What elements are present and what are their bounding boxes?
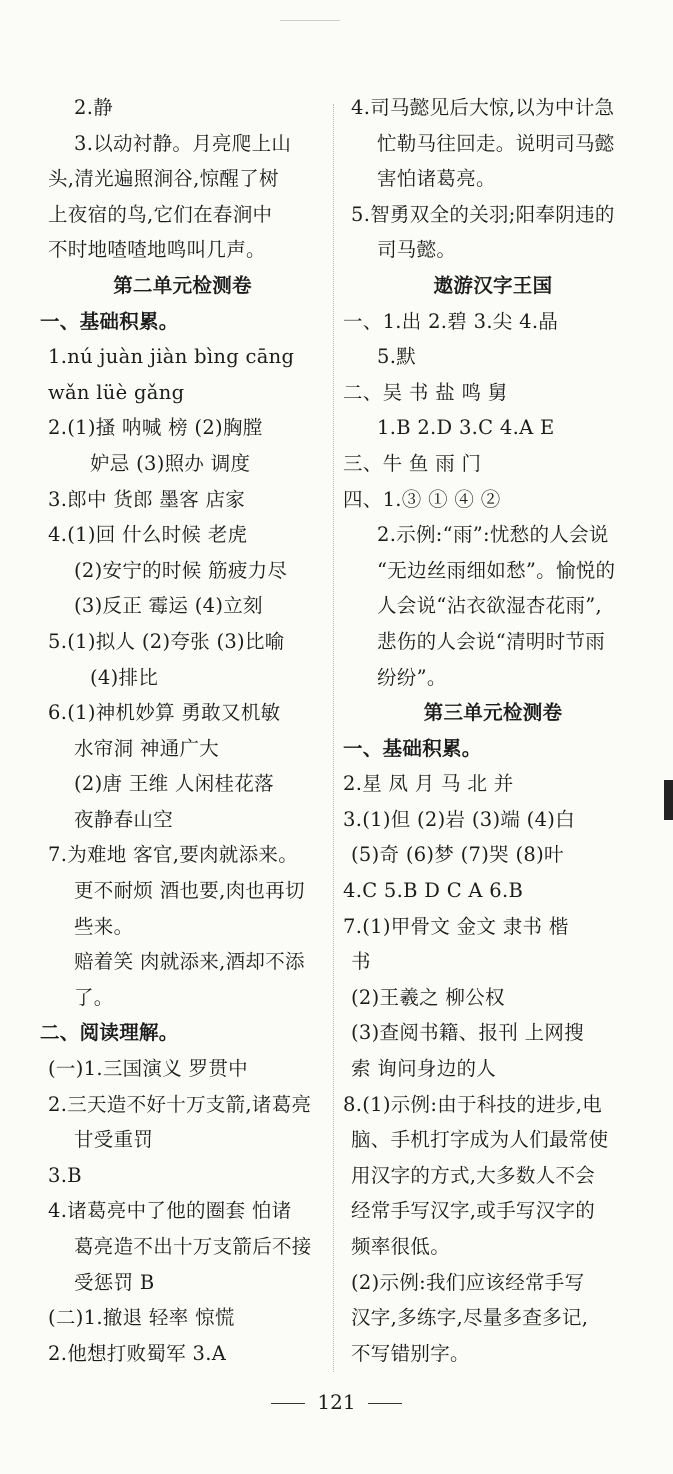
answer-line: (3)查阅书籍、报刊 上网搜	[351, 1021, 585, 1045]
answer-line: 司马懿。	[377, 238, 457, 262]
answer-line: 6.(1)神机妙算 勇敢又机敏	[48, 701, 281, 725]
answer-line: 4.C 5.B D C A 6.B	[343, 879, 524, 903]
answer-line: 经常手写汉字,或手写汉字的	[351, 1199, 596, 1223]
column-divider	[333, 104, 334, 1372]
answer-line: 受惩罚 B	[74, 1270, 155, 1294]
answer-line: 3.(1)但 (2)岩 (3)端 (4)白	[343, 807, 575, 831]
answer-line: 了。	[74, 985, 114, 1009]
answer-line: 5.智勇双全的关羽;阳奉阴违的	[351, 202, 615, 226]
answer-line: 悲伤的人会说“清明时节雨	[377, 629, 606, 653]
answer-line: (4)排比	[90, 665, 159, 689]
answer-line: 上夜宿的鸟,它们在春涧中	[48, 202, 273, 226]
section-heading: 第三单元检测卷	[423, 701, 563, 725]
answer-line: 2.他想打败蜀军 3.A	[48, 1341, 227, 1365]
answer-line: 3.以动衬静。月亮爬上山	[74, 131, 292, 155]
answer-line: (3)反正 霉运 (4)立刻	[74, 594, 263, 618]
answer-line: 一、1.出 2.碧 3.尖 4.晶	[343, 309, 559, 333]
answer-line: 三、牛 鱼 雨 门	[343, 451, 482, 475]
answer-line: (2)王羲之 柳公权	[351, 985, 505, 1009]
top-rule	[280, 20, 340, 21]
answer-line: 脑、手机打字成为人们最常使	[351, 1128, 609, 1152]
answer-line: 1.B 2.D 3.C 4.A E	[377, 416, 555, 440]
answer-line: 纷纷”。	[377, 665, 447, 689]
subsection-heading: 一、基础积累。	[40, 309, 179, 333]
answer-line: 4.司马懿见后大惊,以为中计急	[351, 96, 615, 119]
answer-line: 2.星 凤 月 马 北 并	[343, 772, 514, 796]
answer-line: (一)1.三国演义 罗贯中	[48, 1057, 248, 1081]
answer-line: 四、1.③ ① ④ ②	[343, 487, 501, 511]
answer-line: 3.郎中 货郎 墨客 店家	[48, 487, 246, 511]
answer-line: 2.静	[74, 96, 114, 119]
answer-line: 7.(1)甲骨文 金文 隶书 楷	[343, 914, 569, 938]
section-heading: 遨游汉字王国	[433, 273, 553, 297]
answer-line: 忙勒马往回走。说明司马懿	[377, 131, 615, 155]
answer-line: 频率很低。	[351, 1235, 451, 1258]
answer-line: (2)示例:我们应该经常手写	[351, 1270, 585, 1294]
answer-line: 妒忌 (3)照办 调度	[90, 451, 251, 475]
answer-line: 5.默	[377, 345, 417, 369]
answer-line: 1.nú juàn jiàn bìng cāng	[48, 345, 295, 369]
answer-line: 些来。	[74, 914, 134, 938]
answer-line: “无边丝雨细如愁”。愉悦的	[377, 558, 616, 582]
answer-line: 汉字,多练字,尽量多查多记,	[351, 1306, 589, 1330]
answer-line: 不时地喳喳地鸣叫几声。	[48, 238, 266, 262]
answer-line: 2.(1)搔 呐喊 榜 (2)胸膛	[48, 416, 263, 440]
answer-line: 夜静春山空	[74, 807, 174, 831]
answer-line: 书	[351, 950, 371, 974]
answer-line: 头,清光遍照涧谷,惊醒了树	[48, 167, 279, 191]
answer-line: (二)1.撤退 轻率 惊慌	[48, 1306, 235, 1330]
subsection-heading: 二、阅读理解。	[40, 1021, 179, 1045]
answer-line: 5.(1)拟人 (2)夸张 (3)比喻	[48, 629, 285, 653]
answer-line: (2)唐 王维 人闲桂花落	[74, 772, 274, 796]
left-column	[40, 90, 325, 1371]
answer-line: 人会说“沾衣欲湿杏花雨”,	[377, 594, 603, 618]
subsection-heading: 一、基础积累。	[343, 736, 482, 760]
answer-line: wǎn lüè gǎng	[48, 380, 185, 404]
page-footer	[0, 1388, 673, 1416]
answer-line: 8.(1)示例:由于科技的进步,电	[343, 1092, 603, 1116]
page-number: 121	[317, 1390, 356, 1414]
answer-line: 甘受重罚	[74, 1128, 154, 1152]
answer-line: 2.示例:“雨”:忧愁的人会说	[377, 523, 609, 547]
section-heading: 第二单元检测卷	[113, 273, 252, 297]
footer-dash-left	[271, 1403, 305, 1404]
answer-line: (2)安宁的时候 筋疲力尽	[74, 558, 288, 582]
answer-line: 赔着笑 肉就添来,酒却不添	[74, 950, 305, 974]
answer-line: 7.为难地 客官,要肉就添来。	[48, 843, 299, 867]
answer-line: (5)奇 (6)梦 (7)哭 (8)叶	[351, 843, 564, 867]
answer-line: 水帘洞 神通广大	[74, 736, 220, 760]
answer-line: 2.三天造不好十万支箭,诸葛亮	[48, 1092, 312, 1116]
answer-line: 不写错别字。	[351, 1341, 470, 1365]
footer-dash-right	[368, 1403, 402, 1404]
answer-line: 索 询问身边的人	[351, 1057, 497, 1081]
answer-line: 用汉字的方式,大多数人不会	[351, 1163, 596, 1187]
answer-line: 葛亮造不出十万支箭后不接	[74, 1235, 312, 1258]
answer-line: 害怕诸葛亮。	[377, 167, 496, 191]
right-column	[343, 90, 643, 1371]
answer-line: 4.(1)回 什么时候 老虎	[48, 523, 248, 547]
answer-line: 4.诸葛亮中了他的圈套 怕诸	[48, 1199, 292, 1223]
answer-line: 二、吴 书 盐 鸣 舅	[343, 380, 508, 404]
page-edge-mark	[664, 780, 673, 820]
answer-line: 3.B	[48, 1163, 82, 1187]
answer-line: 更不耐烦 酒也要,肉也再切	[74, 879, 305, 903]
